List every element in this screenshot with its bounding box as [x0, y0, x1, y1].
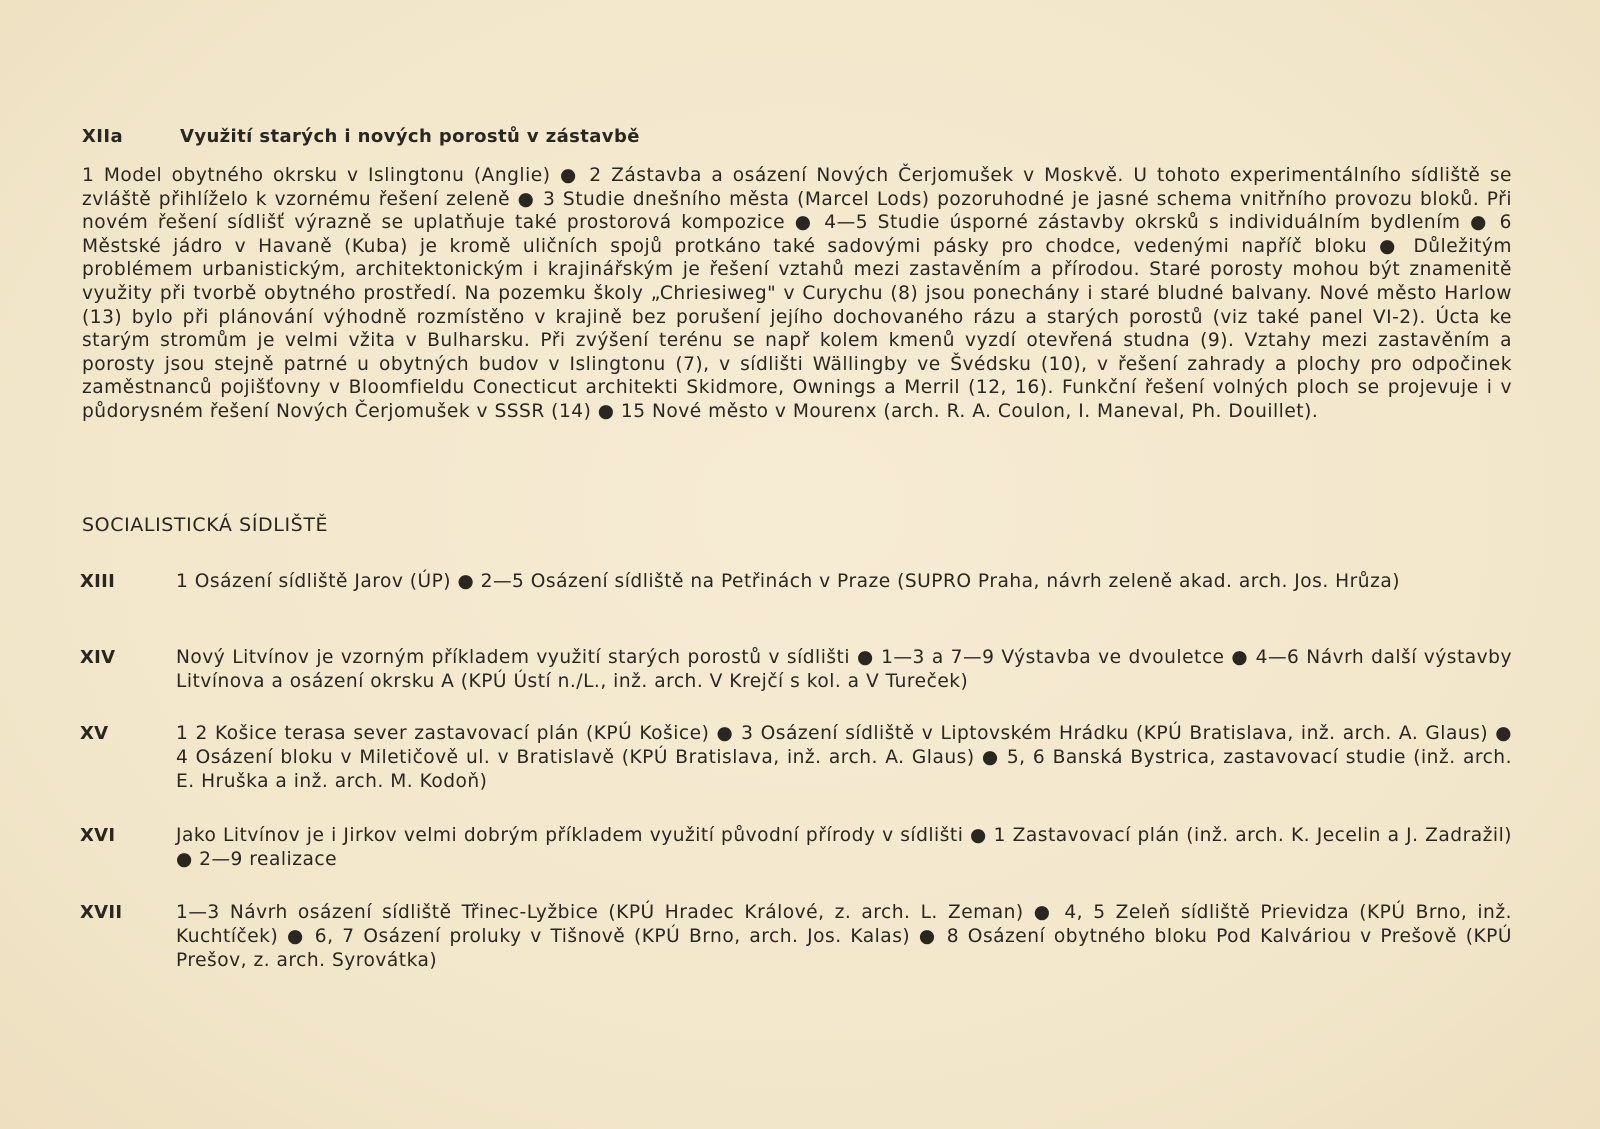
entry-xvi	[80, 824, 1512, 872]
entry-xvii	[80, 901, 1512, 973]
entry-text: 1 Osázení sídliště Jarov (ÚP) ● 2—5 Osázení sídliště na Petřinách v Praze (SUPRO Praha, návrh zeleně akad. arch. Jos. Hrůza)	[176, 571, 1400, 592]
entry-number: XV	[80, 723, 109, 744]
entry-number: XIII	[80, 571, 116, 592]
entry-text: 1 2 Košice terasa sever zastavovací plán (KPÚ Košice) ● 3 Osázení sídliště v Liptovském Hrádku (KPÚ Bratislava, inž. arch. A. Glaus) ● 4 Osázení bloku v Miletičově ul. v Bratislavě (KPÚ Bratislava, inž. arch. A. Glaus) ● 5, 6 Banská Bystrica, zastavovací studie (inž. arch. E. Hruška a inž. arch. M. Kodoň)	[176, 723, 1512, 792]
entry-xv	[80, 722, 1512, 794]
entry-text: 1—3 Návrh osázení sídliště Třinec-Lyžbice (KPÚ Hradec Králové, z. arch. L. Zeman) ● 4, 5 Zeleň sídliště Prievidza (KPÚ Brno, inž. Kuchtíček) ● 6, 7 Osázení proluky v Tišnově (KPÚ Brno, arch. Jos. Kalas) ● 8 Osázení obytného bloku Pod Kalváriou v Prešově (KPÚ Prešov, z. arch. Syrovátka)	[176, 902, 1512, 971]
entry-xiv	[80, 646, 1512, 694]
section-xiia-body: 1 Model obytného okrsku v Islingtonu (Anglie) ● 2 Zástavba a osázení Nových Čerjomušek v Moskvě. U tohoto experimentálního sídliště se zvláště přihlíželo k vzornému řešení zeleně ● 3 Studie dnešního města (Marcel Lods) pozoruhodné je jasné schema vnitřního provozu bloků. Při novém řešení sídlišť výrazně se uplatňuje také prostorová kompozice ● 4—5 Studie úsporné zástavby okrsků s individuálním bydlením ● 6 Městské jádro v Havaně (Kuba) je kromě uličních spojů protkáno také sadovými pásky pro chodce, vedenými napříč bloku ● Důležitým problémem urbanistickým, architektonickým i krajinářským je řešení vztahů mezi zastavěním a přírodou. Staré porosty mohou být znamenitě využity při tvorbě obytného prostředí. Na pozemku školy „Chriesiweg" v Curychu (8) jsou ponechány i staré bludné balvany. Nové město Harlow (13) bylo při plánování výhodně rozmístěno v krajině bez porušení jejího dochovaného rázu a starých porostů (viz také panel VI-2). Úcta ke starým stromům je velmi vžita v Bulharsku. Při zvýšení terénu se např kolem kmenů vyzdí otevřená studna (9). Vztahy mezi zastavěním a porosty jsou stejně patrné u obytných budov v Islingtonu (7), v sídlišti Wällingby ve Švédsku (10), v řešení zahrady a plochy pro odpočinek zaměstnanců pojišťovny v Bloomfieldu Conecticut architekti Skidmore, Ownings a Merril (12, 16). Funkční řešení volných ploch se projevuje i v půdorysném řešení Nových Čerjomušek v SSSR (14) ● 15 Nové město v Mourenx (arch. R. A. Coulon, I. Maneval, Ph. Douillet).	[82, 165, 1512, 422]
entry-number: XVI	[80, 825, 116, 846]
entry-text: Jako Litvínov je i Jirkov velmi dobrým příkladem využití původní přírody v sídlišti ● 1 Zastavovací plán (inž. arch. K. Jecelin a J. Zadražil) ● 2—9 realizace	[176, 825, 1512, 870]
entry-xiii	[80, 570, 1512, 594]
entry-number: XIV	[80, 647, 116, 668]
section-xiia-number: XIIa	[82, 126, 124, 147]
entry-text: Nový Litvínov je vzorným příkladem využití starých porostů v sídlišti ● 1—3 a 7—9 Výstavba ve dvouletce ● 4—6 Návrh další výstavby Litvínova a osázení okrsku A (KPÚ Ústí n./L., inž. arch. V Krejčí s kol. a V Tureček)	[176, 647, 1512, 692]
entry-number: XVII	[80, 902, 123, 923]
section-title: SOCIALISTICKÁ SÍDLIŠTĚ	[82, 514, 329, 536]
section-xiia-heading	[82, 126, 1512, 147]
section-xiia-title: Využití starých i nových porostů v zástavbě	[180, 126, 640, 147]
